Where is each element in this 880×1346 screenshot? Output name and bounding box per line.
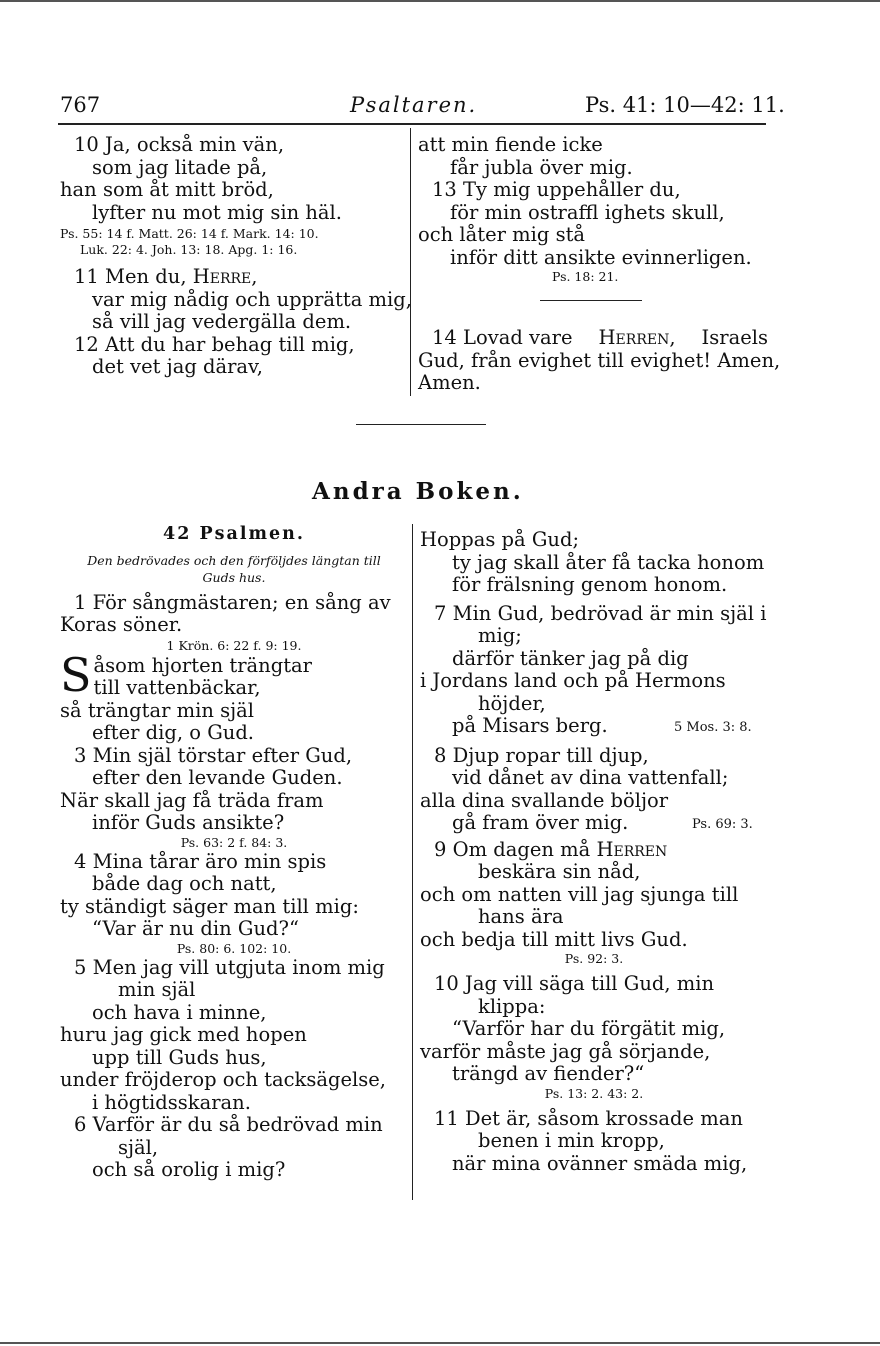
verse-text: 9 Om dagen må [434,837,597,861]
top-left-column [60,133,412,379]
verse-line: så vill jag vedergälla dem. [92,310,352,333]
cross-reference: Ps. 13: 2. 43: 2. [544,1085,644,1101]
bottom-right-column [420,529,768,1175]
verse-line: både dag och natt, [92,872,277,895]
cross-reference: Luk. 22: 4. Joh. 13: 18. Apg. 1: 16. [80,242,298,257]
verse-line [420,812,768,835]
scan-edge-top [0,0,880,2]
verse-line: själ, [118,1135,159,1159]
cross-reference: Ps. 80: 6. 102: 10. [176,940,292,956]
drop-cap: S [60,647,92,702]
verse-line: höjder, [478,691,546,715]
verse-line: 11 Det är, såsom krossade man [434,1106,743,1130]
divine-name: Herren [596,837,668,861]
verse-line: därför tänker jag på dig [452,646,689,670]
verse-line: vid dånet av dina vattenfall; [452,766,729,789]
running-title: Psaltaren. [350,93,478,117]
verse-line: Amen. [418,371,481,394]
verse-line: alla dina svallande böljor [420,788,669,812]
cross-reference: 1 Krön. 6: 22 f. 9: 19. [166,637,302,653]
verse-line: och om natten vill jag sjunga till [420,882,739,906]
verse-line: Gud, från evighet till evighet! Amen, [418,348,781,372]
verse-line: lyfter nu mot mig sin häl. [92,200,342,224]
verse-line: 7 Min Gud, bedrövad är min själ i [434,601,767,625]
verse-line: “Varför har du förgätit mig, [452,1017,726,1040]
verse-line: Koras söner. [60,613,183,636]
verse-line: det vet jag därav, [92,355,263,378]
top-right-column [418,134,768,285]
cross-reference: Ps. 69: 3. [692,817,753,832]
divine-name: Herren, [598,326,676,349]
verse-line: 12 Att du har behag till mig, [74,332,355,356]
verse-line: 4 Mina tårar äro min spis [74,849,327,873]
column-divider-bottom [412,524,413,1200]
verse-line: i Jordans land och på Hermons [420,669,726,692]
verse-line: och så orolig i mig? [92,1158,286,1181]
verse-line: 10 Ja, också min vän, [74,133,285,156]
verse-line: för min ostraffl ighets skull, [450,200,725,224]
verse-line: när mina ovänner smäda mig, [452,1151,748,1175]
verse-line: inför Guds ansikte? [92,811,285,834]
verse-text: Israels [701,326,768,349]
verse-14 [418,326,781,395]
verse-line: upp till Guds hus, [92,1045,267,1069]
verse-line: mig; [478,624,522,647]
verse-line: 6 Varför är du så bedrövad min [74,1113,383,1136]
verse-text: gå fram över mig. [452,811,629,834]
verse-line: i högtidsskaran. [92,1090,251,1114]
psalm-subtitle: Guds hus. [202,569,266,585]
verse-line: beskära sin nåd, [478,860,641,883]
scan-edge-bottom [0,1342,880,1344]
verse-line: varför måste jag gå sörjande, [420,1039,711,1063]
divine-name: Herre, [192,265,258,288]
verse-line: som jag litade på, [92,155,268,179]
verse-line: 5 Men jag vill utgjuta inom mig [74,955,385,979]
verse-line: Hoppas på Gud; [420,528,580,551]
verse-line: 13 Ty mig uppehåller du, [432,178,681,201]
cross-reference: Ps. 63: 2 f. 84: 3. [180,834,288,850]
verse-2 [60,647,408,723]
cross-reference: Ps. 92: 3. [564,951,624,966]
page-number: 767 [60,93,101,117]
verse-line: han som åt mitt bröd, [60,178,274,201]
verse-line: så trängtar min själ [60,698,255,722]
column-divider-top [410,128,411,396]
verse-line: och låter mig stå [418,223,586,246]
verse-line [60,266,406,289]
verse-text: 11 Men du, [74,265,193,288]
verse-line: trängd av fiender?“ [452,1062,645,1085]
verse-line: klippa: [478,994,546,1018]
verse-line [418,327,768,350]
verse-line [420,839,768,862]
section-title: Andra Boken. [312,478,524,505]
cross-reference: Ps. 18: 21. [552,269,619,284]
verse-line: och hava i minne, [92,1000,267,1024]
verse-line: hans ära [478,905,564,928]
verse-line: ty ständigt säger man till mig: [60,894,359,918]
psalm-42-column [60,523,408,1182]
section-rule [356,424,486,425]
verse-line: för frälsning genom honom. [452,573,728,596]
verse-line: 1 För sångmästaren; en sång av [74,590,391,614]
verse-line: var mig nådig och upprätta mig, [92,287,412,311]
verse-separator-rule [540,300,642,301]
verse-line: får jubla över mig. [450,155,633,179]
chapter-range: Ps. 41: 10—42: 11. [585,93,785,117]
verse-line: efter den levande Guden. [92,766,343,789]
verse-line: under fröjderop och tacksägelse, [60,1068,387,1091]
verse-line: 3 Min själ törstar efter Gud, [74,743,353,767]
verse-line: min själ [118,978,196,1001]
cross-reference: Ps. 55: 14 f. Matt. 26: 14 f. Mark. 14: 10. [60,226,319,241]
verse-line: och bedja till mitt livs Gud. [420,927,688,951]
verse-line [420,715,768,738]
verse-line: till vattenbäckar, [93,676,261,699]
cross-reference: 5 Mos. 3: 8. [674,720,752,735]
psalm-subtitle: Den bedrövades och den förföljdes längtan till [87,552,381,568]
header-rule [58,123,766,125]
verse-line: åsom hjorten trängtar [93,653,312,677]
verse-line: “Var är nu din Gud?“ [92,917,299,940]
verse-line: 8 Djup ropar till djup, [434,743,649,767]
verse-line: efter dig, o Gud. [92,721,255,744]
verse-line: benen i min kropp, [478,1129,665,1152]
psalm-heading: 42 Psalmen. [163,524,305,544]
verse-text: 14 Lovad vare [432,326,573,349]
verse-line: ty jag skall åter få tacka honom [452,550,765,574]
verse-text: på Misars berg. [452,714,608,737]
verse-line: inför ditt ansikte evinnerligen. [450,245,752,269]
verse-line: att min fiende icke [418,133,603,156]
verse-line: huru jag gick med hopen [60,1023,307,1046]
verse-line: När skall jag få träda fram [60,788,324,812]
verse-line: 10 Jag vill säga till Gud, min [434,972,715,995]
